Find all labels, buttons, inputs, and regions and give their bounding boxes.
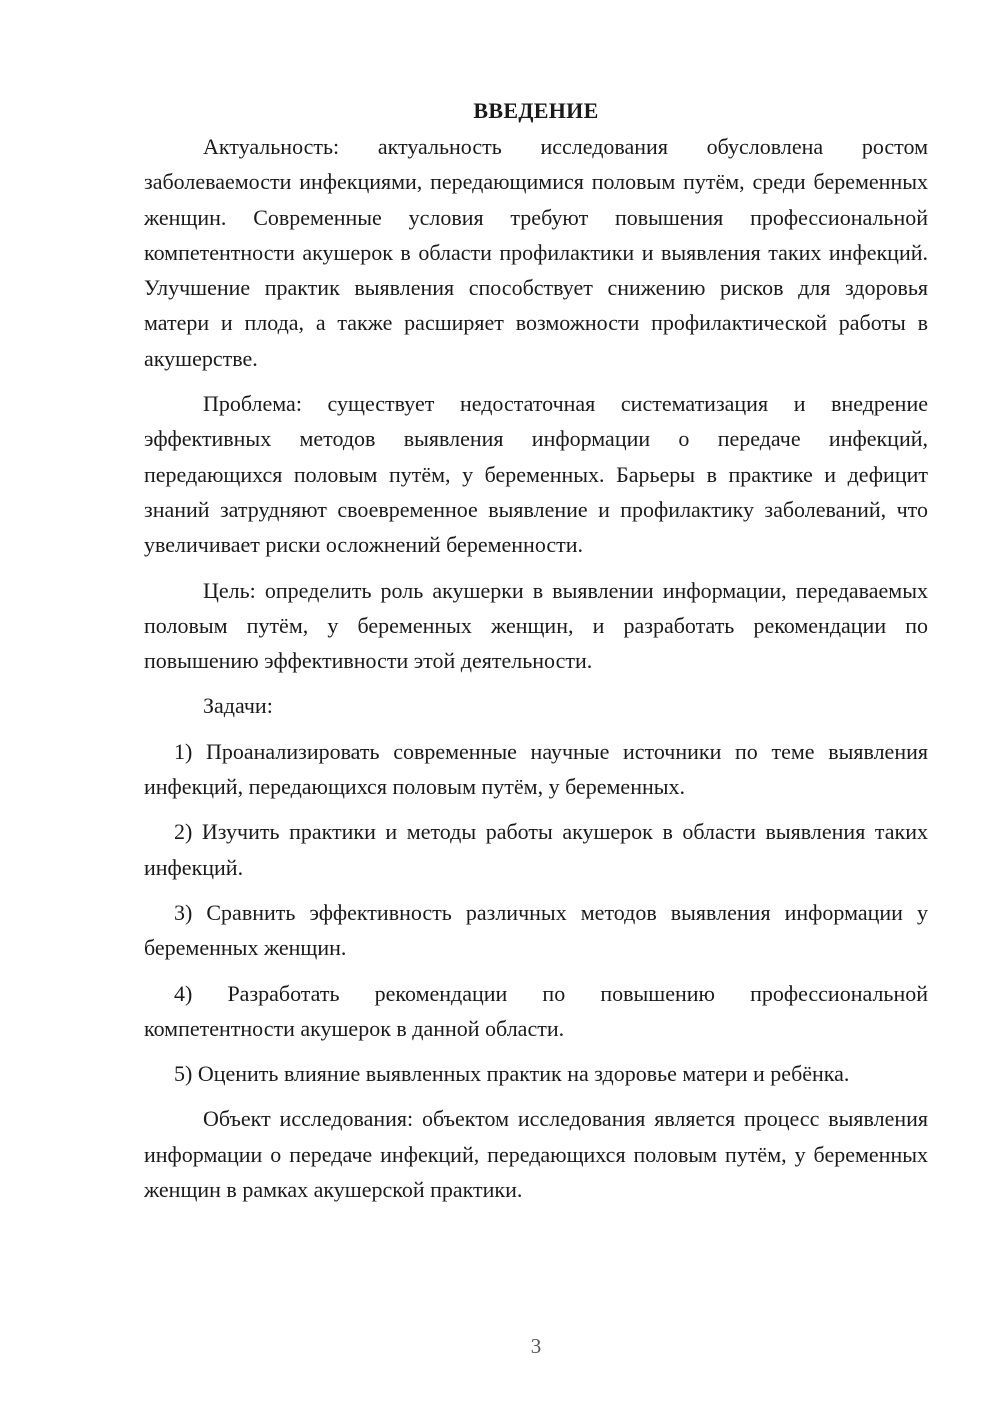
task-item-4: 4) Разработать рекомендации по повышению профессиональной компетентности акушерок в данной области.: [144, 980, 928, 1041]
object-paragraph: Объект исследования: объектом исследования является процесс выявления информации о передаче инфекций, передающихся половым путём, у беременных женщин в рамках акушерской практики.: [144, 1106, 928, 1203]
task-item-2: 2) Изучить практики и методы работы акушерок в области выявления таких инфекций.: [144, 819, 928, 880]
problem-paragraph: Проблема: существует недостаточная систематизация и внедрение эффективных методов выявления информации о передаче инфекций, передающихся половым путём, у беременных. Барьеры в практике и дефицит знаний затрудняют своевременное выявление и профилактику заболеваний, что увеличивает риски осложнений беременности.: [144, 391, 928, 558]
task-item-5: 5) Оценить влияние выявленных практик на здоровье матери и ребёнка.: [174, 1061, 850, 1087]
tasks-heading: Задачи:: [203, 693, 273, 719]
relevance-paragraph: Актуальность: актуальность исследования обусловлена ростом заболеваемости инфекциями, передающимися половым путём, среди беременных женщин. Современные условия требуют повышения профессиональной компетентности акушерок в области профилактики и выявления таких инфекций. Улучшение практик выявления способствует снижению рисков для здоровья матери и плода, а также расширяет возможности профилактической работы в акушерстве.: [144, 134, 928, 371]
section-title: ВВЕДЕНИЕ: [473, 98, 599, 123]
page-number: 3: [530, 1334, 542, 1358]
document-page: [144, 95, 928, 1217]
task-item-3: 3) Сравнить эффективность различных методов выявления информации у беременных женщин.: [144, 899, 928, 961]
goal-paragraph: Цель: определить роль акушерки в выявлении информации, передаваемых половым путём, у беременных женщин, и разработать рекомендации по повышению эффективности этой деятельности.: [144, 577, 928, 674]
task-item-1: 1) Проанализировать современные научные источники по теме выявления инфекций, передающихся половым путём, у беременных.: [144, 738, 928, 800]
